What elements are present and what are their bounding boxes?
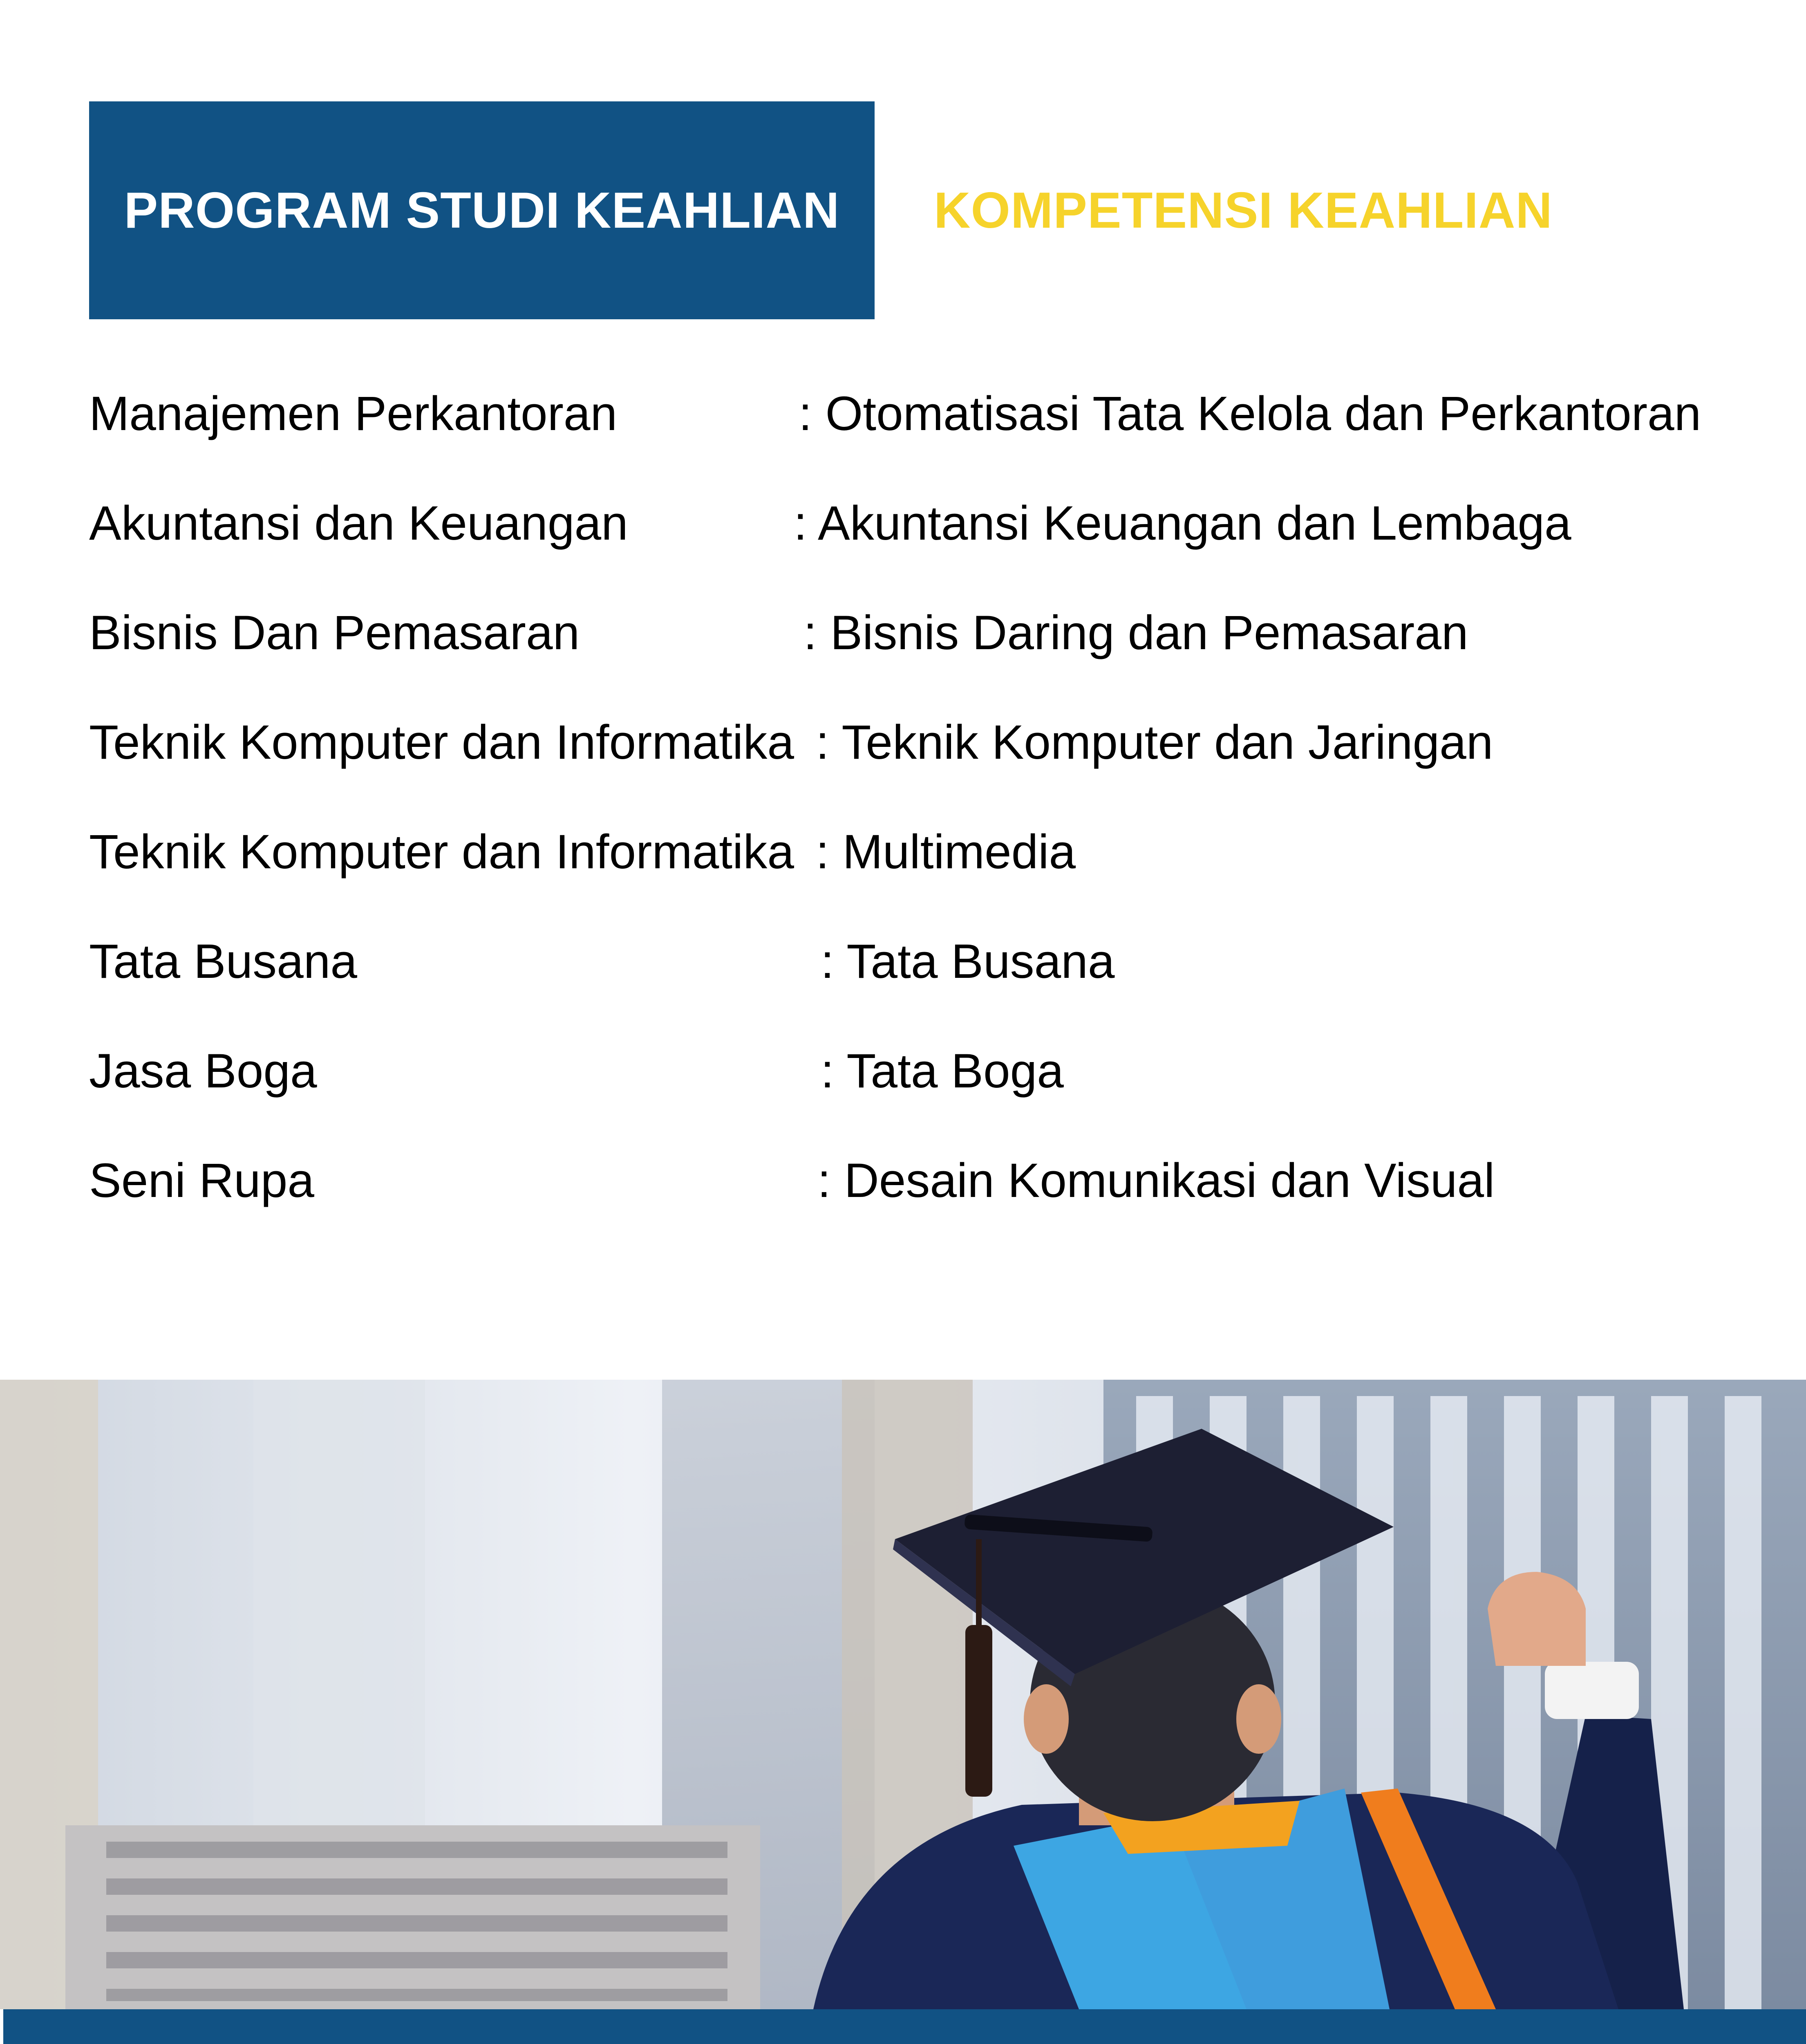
list-item <box>89 705 1765 814</box>
competency-name: : Multimedia <box>816 825 1076 879</box>
program-name: Manajemen Perkantoran <box>89 387 618 441</box>
list-item <box>89 595 1765 705</box>
program-name: Teknik Komputer dan Informatika <box>89 825 794 879</box>
list-item <box>89 486 1765 595</box>
competency-name: : Tata Busana <box>821 935 1115 988</box>
competency-name: : Bisnis Daring dan Pemasaran <box>803 606 1468 660</box>
competency-name: : Teknik Komputer dan Jaringan <box>816 715 1493 769</box>
contact-footer <box>3 2009 1806 2044</box>
competency-name: : Otomatisasi Tata Kelola dan Perkantoran <box>799 387 1701 441</box>
program-header-title: PROGRAM STUDI KEAHLIAN <box>124 182 840 239</box>
program-header-box <box>89 101 875 319</box>
program-list <box>89 376 1765 1253</box>
program-name: Bisnis Dan Pemasaran <box>89 606 580 660</box>
list-item <box>89 814 1765 924</box>
program-name: Seni Rupa <box>89 1154 315 1208</box>
program-name: Tata Busana <box>89 935 358 988</box>
list-item <box>89 1143 1765 1253</box>
graduate-photo <box>0 1380 1806 2009</box>
program-name: Akuntansi dan Keuangan <box>89 496 628 550</box>
list-item <box>89 376 1765 486</box>
competency-header-title: KOMPETENSI KEAHLIAN <box>934 182 1553 239</box>
list-item <box>89 924 1765 1033</box>
competency-name: : Tata Boga <box>821 1044 1064 1098</box>
program-name: Jasa Boga <box>89 1044 317 1098</box>
program-name: Teknik Komputer dan Informatika <box>89 715 794 769</box>
competency-name: : Akuntansi Keuangan dan Lembaga <box>794 496 1571 550</box>
list-item <box>89 1033 1765 1143</box>
competency-name: : Desain Komunikasi dan Visual <box>817 1154 1495 1208</box>
